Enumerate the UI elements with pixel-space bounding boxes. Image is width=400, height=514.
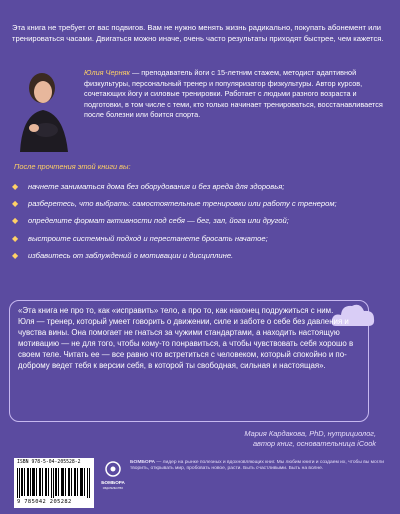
list-item-text: избавитесь от заблуждений о мотивации и дисциплине. <box>28 250 234 260</box>
quote-signature <box>156 429 376 449</box>
list-item-text: выстроите системный подход и перестанете бросать начатое; <box>28 233 268 243</box>
list-item-text: определите формат активности под себя — бег, зал, йога или другой; <box>28 216 289 226</box>
list-item <box>12 234 372 244</box>
diamond-bullet-icon: ◆ <box>12 233 19 243</box>
publisher-logo-sub: ИЗДАТЕЛЬСТВО <box>102 487 124 490</box>
signature-line: автор книг, основательница iCook <box>252 439 376 448</box>
isbn: ISBN 978-5-04-205528-2 <box>17 460 81 465</box>
list-item <box>12 182 372 192</box>
diamond-bullet-icon: ◆ <box>12 216 19 226</box>
diamond-bullet-icon: ◆ <box>12 199 19 209</box>
quote-paragraph: Юля — тренер, который умеет говорить о движении, силе и заботе о себе без давления и чувства вины. Она помогает не гнаться за чужими стандартами, а находить настоящую мотивацию — не для того, чтобы кому-то понравиться, а чтобы чувствовать себя хорошо в своем теле. Читать ее — все равно что встретиться с человеком, который спокойно и по-доброму ведет тебя к версии себя, в которой ты свободная, сильная и настоящая». <box>18 316 354 370</box>
author-bio-text: — преподаватель йоги с 15-летним стажем, методист адаптивной физкультуры, персональный тренер и популяризатор физкультуры. Автор курсов, сочетающих йогу и силовые тренировки. Работает с людьми разного возраста и подготовки, в том числе с теми, кто только начинает тренироваться, восстанавливается после болезни или боится спорта. <box>84 68 383 120</box>
list-item <box>12 251 372 261</box>
publisher-blurb-text: — лидер на рынке полезных и вдохновляющих книг. Мы любим книги и создаем их, чтобы вы могли творить, открывать мир, пробовать новое, расти. Быть счастливыми. Быть на волне. <box>130 460 385 472</box>
list-item <box>12 216 372 226</box>
benefits-title: После прочтения этой книги вы: <box>14 162 131 171</box>
author-name: Юлия Черняк <box>84 68 130 77</box>
list-item <box>12 199 372 209</box>
diamond-bullet-icon: ◆ <box>12 182 19 191</box>
list-item-text: разберетесь, что выбрать: самостоятельные тренировки или работу с тренером; <box>28 199 337 209</box>
quote-paragraph: «Эта книга не про то, как «исправить» тело, а про то, как наконец подружиться с ним. <box>18 306 334 315</box>
barcode <box>14 458 94 508</box>
barcode-number: 9 785042 205282 <box>17 499 72 505</box>
benefits-list <box>12 182 372 268</box>
list-item-text: начнете заниматься дома без оборудования и без вреда для здоровья; <box>28 182 285 191</box>
quote-text <box>18 306 370 371</box>
publisher-logo-icon <box>100 458 126 492</box>
barcode-bars <box>17 468 91 498</box>
author-photo <box>12 68 76 152</box>
signature-line: Мария Кардакова, PhD, нутрициолог, <box>244 429 376 438</box>
publisher-blurb <box>130 460 400 473</box>
author-bio <box>84 68 390 121</box>
publisher-brand: БОМБОРА <box>130 460 156 465</box>
intro-text: Эта книга не требует от вас подвигов. Вам не нужно менять жизнь радикально, покупать абонемент или тренироваться часами. Двигаться можно иначе, очень часто результаты приходят быстрее, чем кажется. <box>12 23 384 43</box>
publisher-logo-text: БОМБОРА <box>101 480 125 485</box>
diamond-bullet-icon: ◆ <box>12 250 19 260</box>
